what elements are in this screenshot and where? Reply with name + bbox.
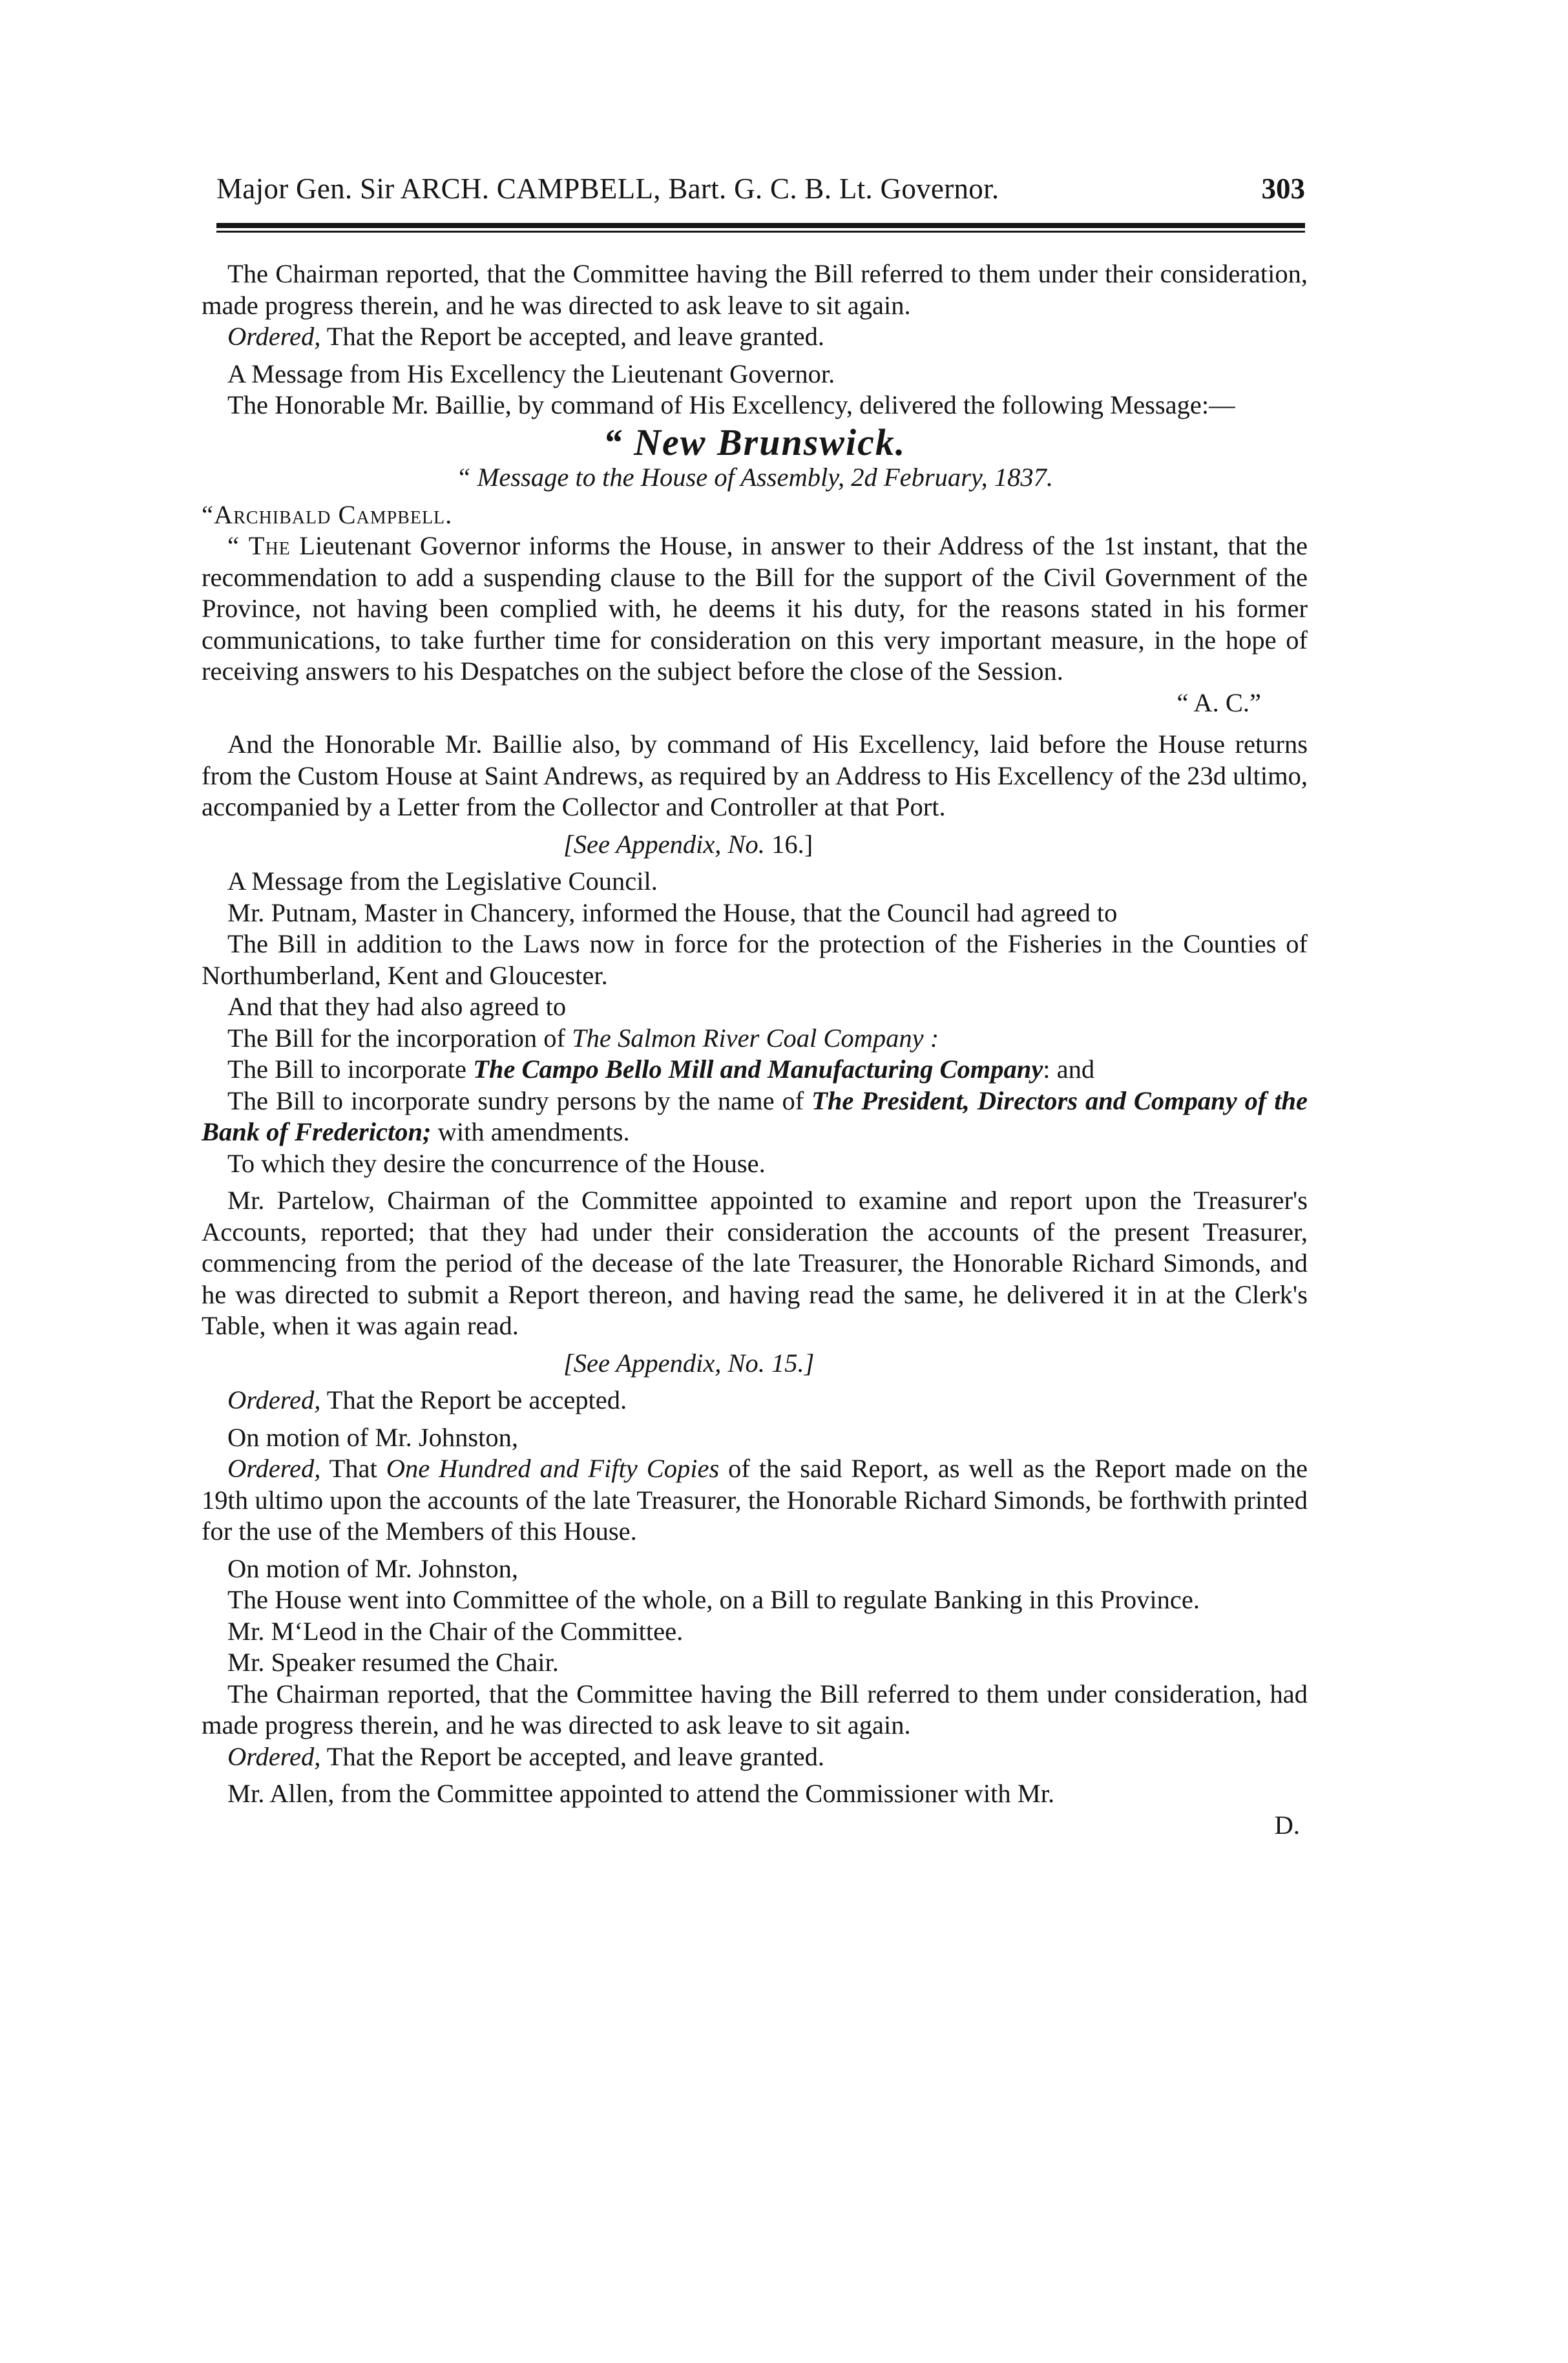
- paragraph-text: That the Report be accepted.: [320, 1385, 627, 1414]
- paragraph-text: with amendments.: [431, 1117, 630, 1146]
- appendix-reference-text: [See Appendix, No.: [563, 829, 765, 859]
- paragraph: A Message from the Legislative Council.: [227, 866, 658, 896]
- paragraph: Mr. M‘Leod in the Chair of the Committee.: [227, 1616, 684, 1646]
- paragraph: Mr. Putnam, Master in Chancery, informed the House, that the Council had agreed to: [227, 898, 1118, 927]
- running-title: Major Gen. Sir ARCH. CAMPBELL, Bart. G. C. B. Lt. Governor.: [216, 173, 999, 205]
- message-initials: “ A. C.”: [1176, 688, 1261, 717]
- paragraph-text: The Bill to incorporate sundry persons by the name of: [227, 1086, 812, 1115]
- paragraph: [202, 1023, 1308, 1055]
- appendix-reference-number: 16.]: [764, 829, 813, 859]
- running-head: [216, 169, 1305, 208]
- copies-count: One Hundred and Fifty Copies: [386, 1454, 720, 1483]
- paragraph: [202, 1086, 1308, 1148]
- paragraph: On motion of Mr. Johnston,: [227, 1422, 519, 1452]
- paragraph: To which they desire the concurrence of the House.: [227, 1148, 766, 1178]
- paragraph: Mr. Speaker resumed the Chair.: [227, 1648, 559, 1677]
- ordered-label: Ordered,: [227, 1454, 321, 1483]
- paragraph: A Message from His Excellency the Lieutenant Governor.: [227, 359, 835, 388]
- paragraph: The Chairman reported, that the Committee having the Bill referred to them under consideration, had made progress therein, and he was directed to ask leave to sit again.: [202, 1679, 1308, 1739]
- appendix-reference: [See Appendix, No. 15.]: [563, 1348, 815, 1378]
- paragraph: The Chairman reported, that the Committee having the Bill referred to them under their consideration, made progress therein, and he was directed to ask leave to sit again.: [202, 259, 1308, 320]
- paragraph: The House went into Committee of the whole, on a Bill to regulate Banking in this Province.: [227, 1585, 1200, 1614]
- paragraph: [202, 1054, 1308, 1086]
- paragraph: [202, 1741, 1308, 1773]
- message-dateline: “ Message to the House of Assembly, 2d February, 1837.: [456, 463, 1053, 492]
- paragraph: Mr. Allen, from the Committee appointed to attend the Commissioner with Mr.: [227, 1779, 1055, 1808]
- ordered-label: Ordered,: [227, 1385, 321, 1414]
- paragraph: On motion of Mr. Johnston,: [227, 1553, 519, 1583]
- paragraph-text: That the Report be accepted, and leave granted.: [320, 322, 824, 351]
- message-heading: [202, 421, 1308, 463]
- message-lead: “ The: [227, 531, 291, 560]
- company-name: The Salmon River Coal Company :: [572, 1023, 939, 1053]
- company-name: The President, Directors and Company of the Bank of Fredericton;: [202, 1086, 1308, 1146]
- message-text: Lieutenant Governor informs the House, in answer to their Address of the 1st instant, that the recommendation to add a suspending clause to the Bill for the support of the Civil Government of the Province, not having been complied with, he deems it his duty, for the reasons stated in his former communications, to take further time for consideration on this very important measure, in the hope of receiving answers to his Despatches on the subject before the close of the Session.: [202, 531, 1308, 686]
- body-text: [202, 258, 1308, 1841]
- paragraph: The Bill in addition to the Laws now in force for the protection of the Fisheries in the Counties of Northumberland, Kent and Gloucester.: [202, 929, 1308, 990]
- message-heading-text: “ New Brunswick.: [603, 421, 906, 463]
- company-name: The Campo Bello Mill and Manufacturing Company: [473, 1055, 1043, 1084]
- paragraph-text: of the said Report, as well as the Report made on the 19th ultimo upon the accounts of the late Treasurer, the Honorable Richard Simonds, be forthwith printed for the use of the Members of this House.: [202, 1454, 1308, 1546]
- paragraph: Mr. Partelow, Chairman of the Committee appointed to examine and report upon the Treasurer's Accounts, reported; that they had under their consideration the accounts of the present Treasurer, commencing from the period of the decease of the late Treasurer, the Honorable Richard Simonds, and he was directed to submit a Report thereon, and having read the same, he delivered it in at the Clerk's Table, when it was again read.: [202, 1186, 1308, 1340]
- ordered-label: Ordered,: [227, 1741, 321, 1771]
- paragraph: [202, 1385, 1308, 1416]
- appendix-reference: [202, 829, 1308, 861]
- header-rule-thin: [216, 231, 1305, 233]
- paragraph-text: The Bill to incorporate: [227, 1055, 474, 1084]
- paragraph: [202, 321, 1308, 353]
- paragraph-text: : and: [1043, 1055, 1095, 1084]
- paragraph-text: That the Report be accepted, and leave granted.: [320, 1741, 824, 1771]
- paragraph-text: The Bill for the incorporation of: [227, 1023, 572, 1053]
- paragraph: The Honorable Mr. Baillie, by command of His Excellency, delivered the following Message:—: [227, 390, 1235, 419]
- catchword: D.: [1274, 1810, 1300, 1840]
- header-rule-thick: [216, 223, 1305, 228]
- paragraph: And that they had also agreed to: [227, 992, 567, 1021]
- paragraph: [202, 1453, 1308, 1548]
- paragraph: And the Honorable Mr. Baillie also, by command of His Excellency, laid before the House returns from the Custom House at Saint Andrews, as required by an Address to His Excellency of the 23d ultimo, accompanied by a Letter from the Collector and Controller at that Port.: [202, 730, 1308, 821]
- page-number: 303: [1261, 173, 1305, 205]
- message-signatory: “Archibald Campbell.: [202, 499, 453, 529]
- paragraph-text: That: [320, 1454, 386, 1483]
- message-body: [202, 530, 1308, 688]
- ordered-label: Ordered,: [227, 322, 321, 351]
